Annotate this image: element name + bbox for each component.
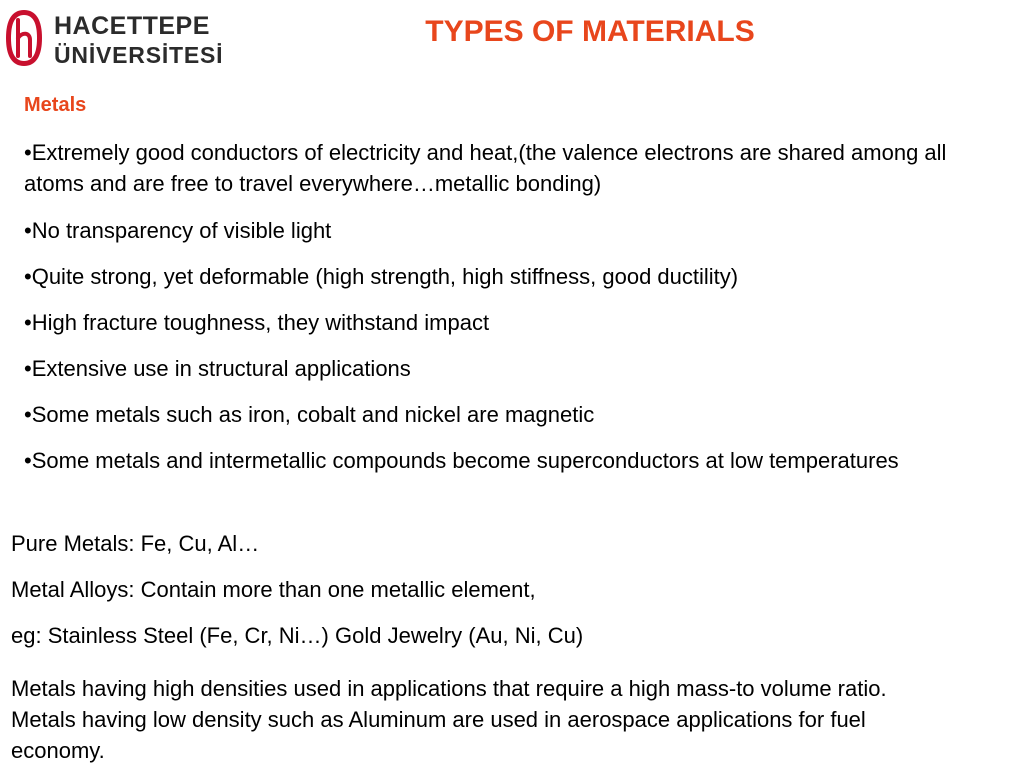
bullet-item: •High fracture toughness, they withstand impact <box>24 310 490 335</box>
bullet-list <box>24 137 994 492</box>
bullet-item: •Some metals and intermetallic compounds become superconductors at low temperatures <box>24 448 899 473</box>
bullet-item: •No transparency of visible light <box>24 218 332 243</box>
metal-alloys-note: Metal Alloys: Contain more than one metallic element, <box>11 577 536 602</box>
bullet-item: •Some metals such as iron, cobalt and nickel are magnetic <box>24 402 595 427</box>
logo-text-line2: ÜNİVERSİTESİ <box>54 42 224 68</box>
university-logo <box>2 8 224 70</box>
density-paragraph: Metals having high densities used in applications that require a high mass-to volume ratio. Metals having low density such as Aluminum are used in aerospace applications for fuel economy. <box>11 676 887 763</box>
slide-title: TYPES OF MATERIALS <box>425 15 755 48</box>
bullet-item: •Extensive use in structural applications <box>24 356 411 381</box>
hacettepe-emblem-icon <box>4 8 44 68</box>
alloy-example-note: eg: Stainless Steel (Fe, Cr, Ni…) Gold Jewelry (Au, Ni, Cu) <box>11 623 584 648</box>
section-heading: Metals <box>24 94 87 116</box>
bullet-item: •Quite strong, yet deformable (high strength, high stiffness, good ductility) <box>24 264 739 289</box>
bullet-item: •Extremely good conductors of electricity and heat,(the valence electrons are shared among all atoms and are free to travel everywhere…metallic bonding) <box>24 140 947 196</box>
pure-metals-note: Pure Metals: Fe, Cu, Al… <box>11 531 260 556</box>
logo-text-line1: HACETTEPE <box>54 12 210 40</box>
